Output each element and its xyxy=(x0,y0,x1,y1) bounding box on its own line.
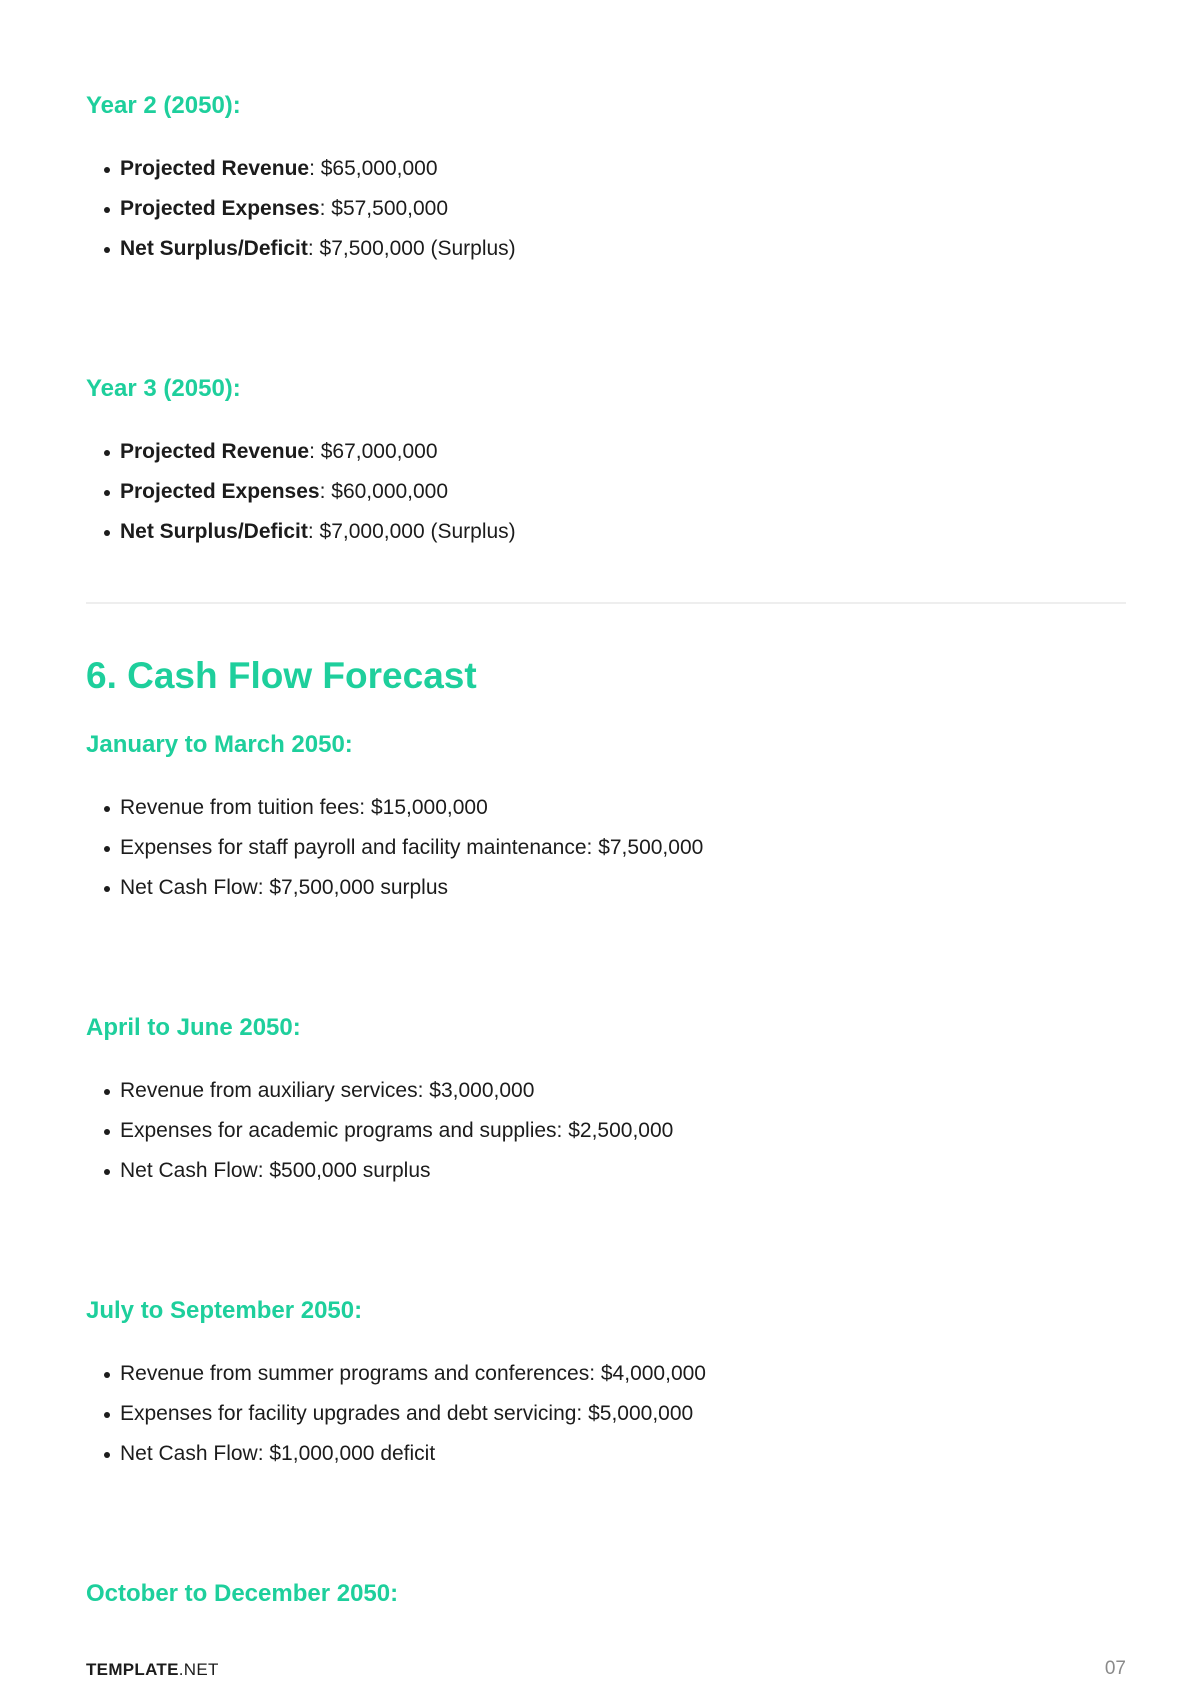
q4-heading: October to December 2050: xyxy=(86,1580,399,1607)
page-number: 07 xyxy=(1104,1658,1126,1679)
list-item: Expenses for academic programs and supplies: $2,500,000 xyxy=(104,1118,1126,1144)
year3-heading: Year 3 (2050): xyxy=(86,375,241,402)
list-item xyxy=(104,196,1126,222)
year3-list xyxy=(86,439,1126,545)
year2-section xyxy=(86,92,1126,276)
item-value: : $67,000,000 xyxy=(309,440,438,463)
footer-brand-logo[interactable] xyxy=(86,1660,219,1680)
list-item: Revenue from auxiliary services: $3,000,000 xyxy=(104,1078,1126,1104)
section-divider xyxy=(86,602,1126,604)
list-item: Revenue from tuition fees: $15,000,000 xyxy=(104,795,1126,821)
q3-section xyxy=(86,1297,1126,1481)
item-label: Projected Revenue xyxy=(120,440,310,463)
list-item: Expenses for facility upgrades and debt servicing: $5,000,000 xyxy=(104,1401,1126,1427)
item-value: : $65,000,000 xyxy=(309,157,438,180)
list-item xyxy=(104,519,1126,545)
brand-suffix: .NET xyxy=(178,1660,219,1679)
item-label: Net Surplus/Deficit xyxy=(120,520,308,543)
list-item: Net Cash Flow: $1,000,000 deficit xyxy=(104,1441,1126,1467)
q3-heading: July to September 2050: xyxy=(86,1297,363,1324)
list-item: Net Cash Flow: $7,500,000 surplus xyxy=(104,875,1126,901)
q2-heading: April to June 2050: xyxy=(86,1014,301,1041)
list-item: Expenses for staff payroll and facility maintenance: $7,500,000 xyxy=(104,835,1126,861)
q2-list xyxy=(86,1078,1126,1184)
list-item xyxy=(104,156,1126,182)
item-label: Projected Expenses xyxy=(120,480,320,503)
list-item: Net Cash Flow: $500,000 surplus xyxy=(104,1158,1126,1184)
year3-section xyxy=(86,375,1126,559)
item-value: : $7,500,000 (Surplus) xyxy=(307,237,516,260)
q1-list xyxy=(86,795,1126,901)
item-value: : $7,000,000 (Surplus) xyxy=(307,520,516,543)
item-label: Projected Revenue xyxy=(120,157,310,180)
year2-list xyxy=(86,156,1126,262)
q1-section xyxy=(86,731,1126,915)
year2-heading: Year 2 (2050): xyxy=(86,92,241,119)
item-value: : $57,500,000 xyxy=(319,197,449,220)
list-item xyxy=(104,236,1126,262)
item-label: Projected Expenses xyxy=(120,197,320,220)
cash-flow-title-block xyxy=(86,654,1126,698)
list-item xyxy=(104,479,1126,505)
item-label: Net Surplus/Deficit xyxy=(120,237,308,260)
item-value: : $60,000,000 xyxy=(319,480,449,503)
q2-section xyxy=(86,1014,1126,1198)
q3-list xyxy=(86,1361,1126,1467)
q1-heading: January to March 2050: xyxy=(86,731,353,758)
brand-name: TEMPLATE xyxy=(86,1660,179,1679)
list-item xyxy=(104,439,1126,465)
q4-section xyxy=(86,1580,1126,1608)
list-item: Revenue from summer programs and conferences: $4,000,000 xyxy=(104,1361,1126,1387)
section-title: 6. Cash Flow Forecast xyxy=(86,655,477,696)
